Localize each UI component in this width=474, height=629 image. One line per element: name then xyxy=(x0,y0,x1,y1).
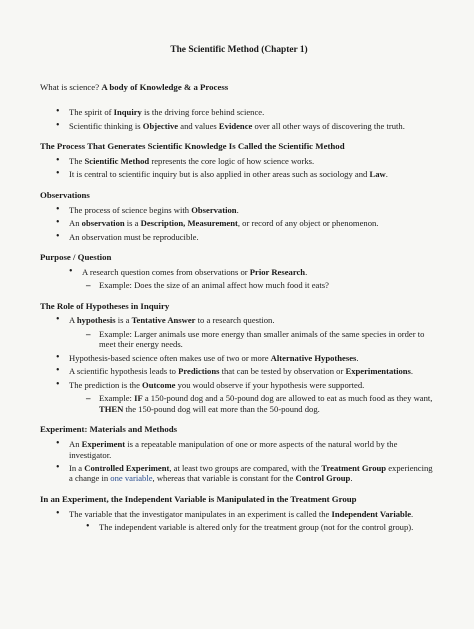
observations-list xyxy=(54,205,438,242)
list-item: • It is central to scientific inquiry but is also applied in other areas such as sociology and Law. xyxy=(54,169,438,179)
list-item: • An Experiment is a repeatable manipulation of one or more aspects of the natural world by the investigator. xyxy=(54,439,438,460)
page-title: The Scientific Method (Chapter 1) xyxy=(170,45,308,55)
section-heading-independent: In an Experiment, the Independent Variable is Manipulated in the Treatment Group xyxy=(40,493,357,504)
section-heading-experiment: Experiment: Materials and Methods xyxy=(40,424,178,435)
hypotheses-list-2 xyxy=(54,353,438,390)
intro-list xyxy=(54,107,438,131)
list-item: • An observation must be reproducible. xyxy=(54,232,438,242)
purpose-list xyxy=(67,267,438,277)
science-question: What is science? A body of Knowledge & a Process xyxy=(40,82,229,93)
hypotheses-example-list xyxy=(84,329,438,350)
list-item: • The Scientific Method represents the core logic of how science works. xyxy=(54,156,438,166)
list-item: • The independent variable is altered only for the treatment group (not for the control group). xyxy=(84,522,438,532)
independent-sublist xyxy=(84,522,438,532)
list-item: • The process of science begins with Observation. xyxy=(54,205,438,215)
process-list xyxy=(54,156,438,180)
list-item: • A hypothesis is a Tentative Answer to a research question. xyxy=(54,315,438,325)
list-item: • A research question comes from observations or Prior Research. xyxy=(67,267,438,277)
hypotheses-list xyxy=(54,315,438,325)
list-item: • The spirit of Inquiry is the driving force behind science. xyxy=(54,107,438,117)
section-heading-purpose: Purpose / Question xyxy=(40,252,112,263)
experiment-list xyxy=(54,439,438,484)
section-heading-process: The Process That Generates Scientific Knowledge Is Called the Scientific Method xyxy=(40,141,345,152)
one-variable-text: one variable xyxy=(110,473,153,484)
list-item: • Hypothesis-based science often makes use of two or more Alternative Hypotheses. xyxy=(54,353,438,363)
list-item: • The variable that the investigator manipulates in an experiment is called the Independent Variable. xyxy=(54,509,438,519)
list-item: – Example: Larger animals use more energy than smaller animals of the same species in order to meet their energy needs. xyxy=(84,329,438,350)
list-item: – Example: IF a 150-pound dog and a 50-pound dog are allowed to eat as much food as they want, THEN the 150-pound dog will eat more than the 50-pound dog. xyxy=(84,393,438,414)
list-item: • The prediction is the Outcome you would observe if your hypothesis were supported. xyxy=(54,380,438,390)
section-heading-observations: Observations xyxy=(40,189,90,200)
hypotheses-example-list-2 xyxy=(84,393,438,414)
list-item: – Example: Does the size of an animal affect how much food it eats? xyxy=(84,280,438,290)
section-heading-hypotheses: The Role of Hypotheses in Inquiry xyxy=(40,300,170,311)
list-item: • An observation is a Description, Measurement, or record of any object or phenomenon. xyxy=(54,218,438,228)
list-item: • Scientific thinking is Objective and values Evidence over all other ways of discovering the truth. xyxy=(54,121,438,131)
list-item: • In a Controlled Experiment, at least two groups are compared, with the Treatment Group experiencing a change in one variable, whereas that variable is constant for the Control Group. xyxy=(54,463,438,484)
independent-list xyxy=(54,509,438,519)
purpose-example-list xyxy=(84,280,438,290)
list-item: • A scientific hypothesis leads to Predictions that can be tested by observation or Experimentations. xyxy=(54,366,438,376)
